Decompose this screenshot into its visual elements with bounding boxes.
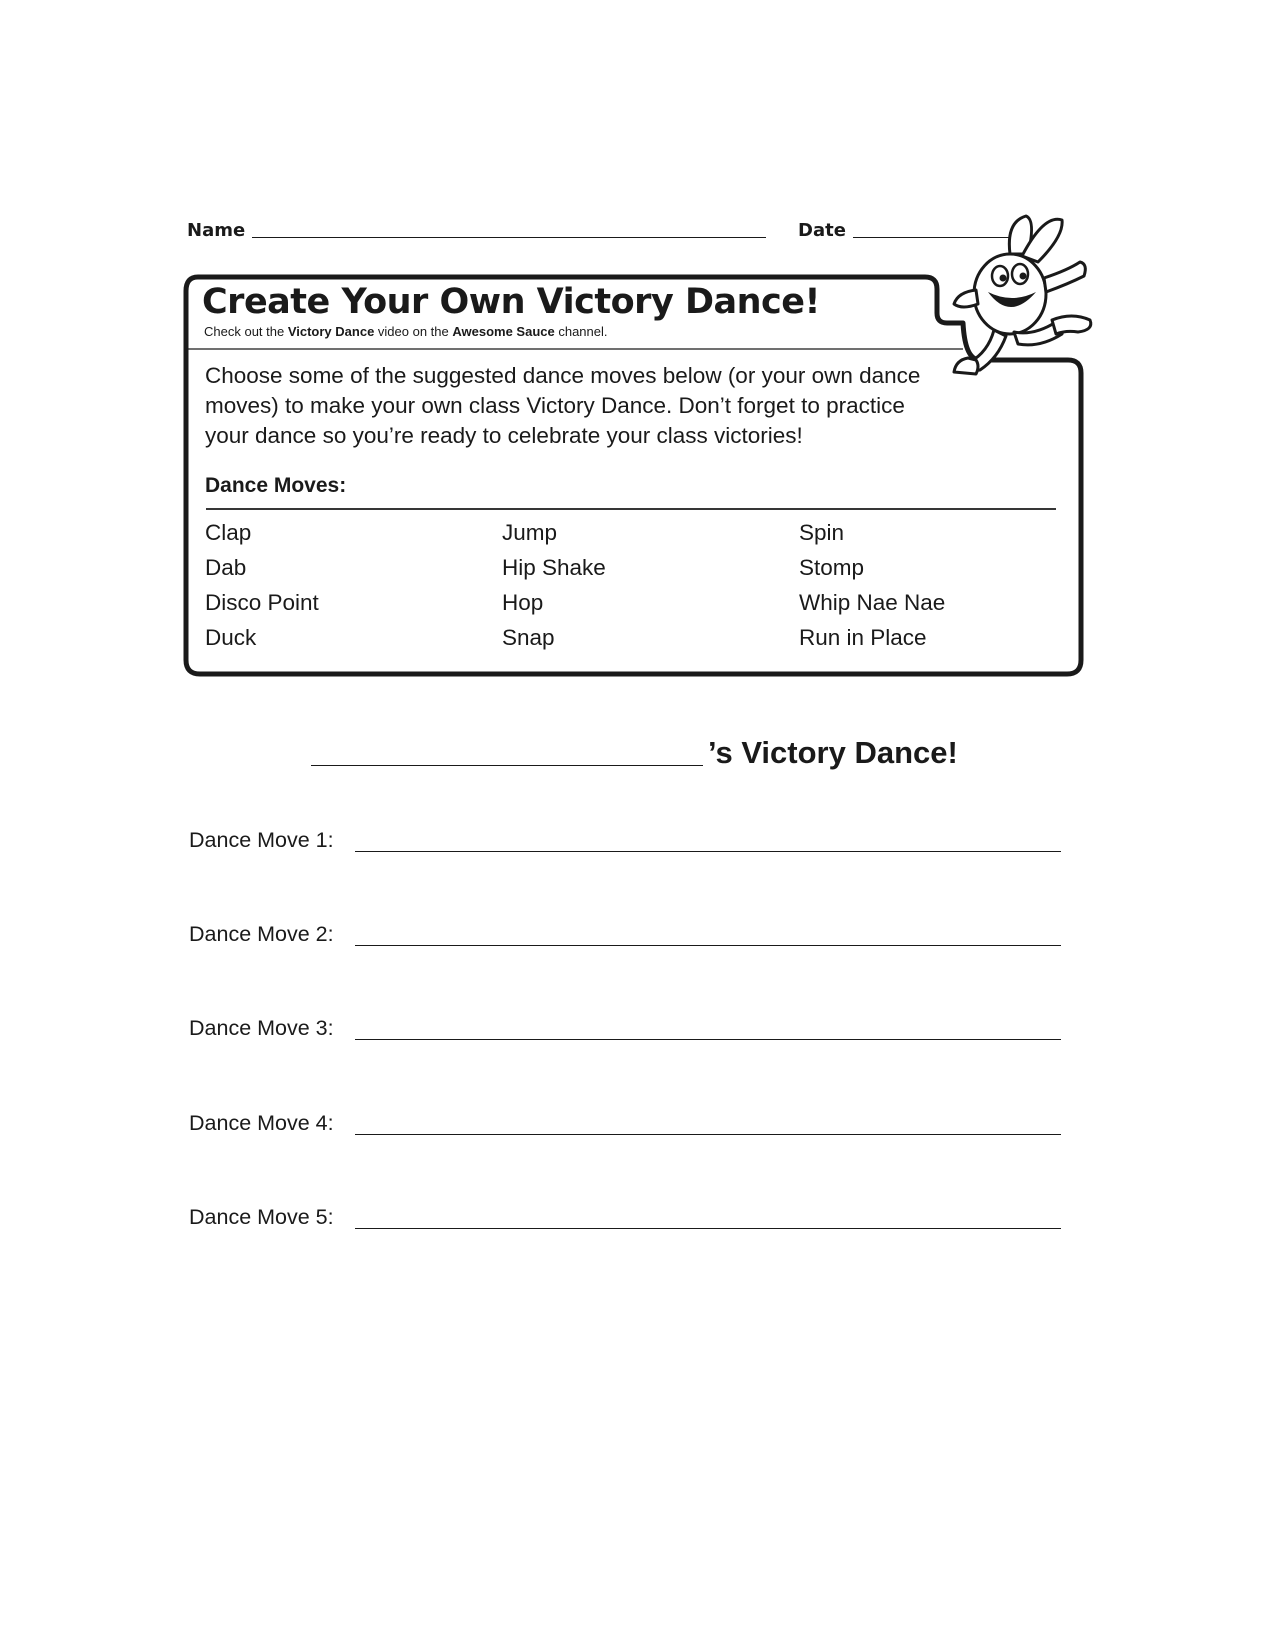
dance-move-label: Dance Move 3:	[189, 1016, 334, 1040]
move-item: Clap	[205, 520, 252, 545]
card-subtitle: Check out the Victory Dance video on the Awesome Sauce channel.	[204, 324, 608, 339]
move-item: Spin	[799, 520, 845, 545]
dance-move-line[interactable]	[355, 1228, 1061, 1229]
dance-move-line[interactable]	[355, 1039, 1061, 1040]
move-item: Jump	[502, 520, 558, 545]
move-item: Run in Place	[799, 625, 927, 650]
victory-dance-title: ’s Victory Dance!	[708, 735, 958, 770]
name-label: Name	[187, 220, 246, 241]
channel-name: Awesome Sauce	[452, 324, 555, 339]
dance-move-label: Dance Move 1:	[189, 828, 334, 852]
move-item: Snap	[502, 625, 555, 650]
move-item: Disco Point	[205, 590, 319, 615]
dance-move-line[interactable]	[355, 851, 1061, 852]
cartoon-bunny-mascot-icon	[948, 212, 1098, 377]
video-name: Victory Dance	[287, 324, 375, 339]
dance-move-label: Dance Move 5:	[189, 1205, 334, 1229]
move-item: Duck	[205, 625, 257, 650]
dance-move-line[interactable]	[355, 1134, 1061, 1135]
card-instructions: Choose some of the suggested dance moves below (or your own dance moves) to make your own class Victory Dance. Don’t forget to practice your dance so you’re ready to celebrate your class victories!	[205, 363, 921, 448]
dance-moves-heading: Dance Moves:	[205, 474, 347, 497]
class-name-line[interactable]	[311, 765, 703, 766]
dance-move-label: Dance Move 4:	[189, 1111, 334, 1135]
dance-move-line[interactable]	[355, 945, 1061, 946]
dance-move-label: Dance Move 2:	[189, 922, 334, 946]
date-label: Date	[798, 220, 846, 241]
move-item: Stomp	[799, 555, 865, 580]
move-item: Hop	[502, 590, 544, 615]
move-item: Hip Shake	[502, 555, 606, 580]
move-item: Whip Nae Nae	[799, 590, 946, 615]
move-item: Dab	[205, 555, 247, 580]
card-title: Create Your Own Victory Dance!	[202, 282, 820, 322]
